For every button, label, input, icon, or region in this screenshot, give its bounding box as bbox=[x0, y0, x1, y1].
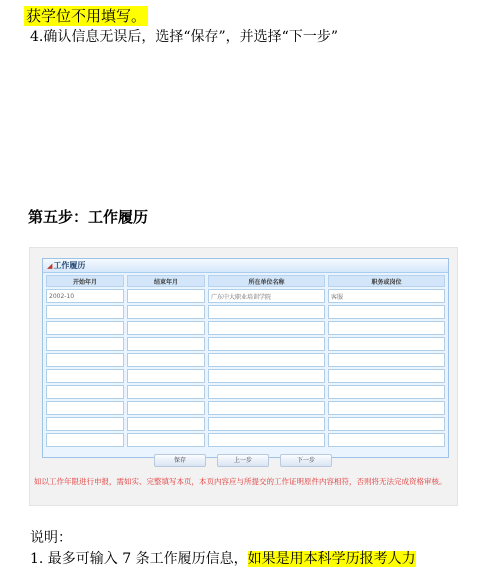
column-header: 职务或岗位 bbox=[328, 275, 445, 287]
table-cell-input[interactable] bbox=[46, 385, 124, 399]
work-history-panel bbox=[42, 258, 449, 458]
triangle-icon: ◢ bbox=[47, 262, 53, 270]
table-cell-input[interactable] bbox=[328, 337, 445, 351]
table-cell-input[interactable] bbox=[46, 417, 124, 431]
table-cell-input[interactable] bbox=[46, 305, 124, 319]
table-row bbox=[46, 321, 445, 335]
table-cell-input[interactable] bbox=[328, 369, 445, 383]
table-row bbox=[46, 417, 445, 431]
table-row bbox=[46, 385, 445, 399]
item1-highlight: 如果是用本科学历报考人力 bbox=[247, 551, 416, 567]
table-row bbox=[46, 353, 445, 367]
table-cell-input[interactable] bbox=[127, 433, 205, 447]
table-cell-input[interactable] bbox=[127, 417, 205, 431]
column-header: 结束年月 bbox=[127, 275, 205, 287]
table-cell-input[interactable] bbox=[328, 385, 445, 399]
table-cell-input[interactable] bbox=[328, 433, 445, 447]
table-row bbox=[46, 369, 445, 383]
instruction-step-4: 4.确认信息无误后，选择“保存”，并选择“下一步” bbox=[30, 29, 338, 45]
column-header: 开始年月 bbox=[46, 275, 124, 287]
table-cell-input[interactable] bbox=[208, 321, 325, 335]
table-cell-input[interactable] bbox=[208, 369, 325, 383]
table-cell-input[interactable] bbox=[208, 305, 325, 319]
table-row bbox=[46, 433, 445, 447]
table-cell-input[interactable] bbox=[208, 417, 325, 431]
table-cell-input[interactable] bbox=[127, 385, 205, 399]
panel-title-text: 工作履历 bbox=[53, 261, 86, 270]
table-cell-input[interactable] bbox=[208, 385, 325, 399]
table-cell-input[interactable] bbox=[46, 353, 124, 367]
work-history-screenshot bbox=[29, 247, 458, 506]
table-row bbox=[46, 401, 445, 415]
table-cell-input[interactable] bbox=[328, 353, 445, 367]
table-cell-input[interactable] bbox=[127, 353, 205, 367]
table-cell-input[interactable] bbox=[46, 433, 124, 447]
table-cell-input[interactable] bbox=[46, 369, 124, 383]
highlight-line-degree: 获学位不用填写。 bbox=[26, 7, 147, 25]
next-step-button[interactable]: 下一步 bbox=[280, 454, 332, 467]
table-header-row bbox=[46, 275, 445, 287]
section-heading-step5: 第五步：工作履历 bbox=[28, 208, 149, 226]
table-row bbox=[46, 305, 445, 319]
item1-text: 1. 最多可输入 7 条工作履历信息， bbox=[30, 551, 248, 567]
table-cell-input[interactable]: 2002-10 bbox=[46, 289, 124, 303]
table-cell-input[interactable] bbox=[127, 401, 205, 415]
save-button[interactable]: 保存 bbox=[154, 454, 206, 467]
table-cell-input[interactable]: 广东中大职业培训学院 bbox=[208, 289, 325, 303]
table-cell-input[interactable] bbox=[46, 401, 124, 415]
table-cell-input[interactable] bbox=[328, 401, 445, 415]
table-cell-input[interactable] bbox=[328, 417, 445, 431]
work-history-table bbox=[43, 273, 448, 449]
prev-step-button[interactable]: 上一步 bbox=[217, 454, 269, 467]
table-cell-input[interactable] bbox=[127, 337, 205, 351]
table-cell-input[interactable] bbox=[46, 337, 124, 351]
table-cell-input[interactable] bbox=[127, 305, 205, 319]
warning-note: 如以工作年限进行申报，需如实、完整填写本页，本页内容应与所提交的工作证明原件内容相符，否则将无法完成资格审核。 bbox=[34, 477, 447, 486]
explanation-label: 说明： bbox=[30, 530, 72, 546]
table-cell-input[interactable] bbox=[127, 321, 205, 335]
table-cell-input[interactable] bbox=[328, 321, 445, 335]
column-header: 所在单位名称 bbox=[208, 275, 325, 287]
table-cell-input[interactable] bbox=[46, 321, 124, 335]
table-cell-input[interactable] bbox=[208, 401, 325, 415]
table-row bbox=[46, 289, 445, 303]
table-cell-input[interactable] bbox=[328, 305, 445, 319]
explanation-item-1 bbox=[30, 549, 416, 569]
table-cell-input[interactable] bbox=[208, 337, 325, 351]
table-row bbox=[46, 337, 445, 351]
table-cell-input[interactable]: 客服 bbox=[328, 289, 445, 303]
table-cell-input[interactable] bbox=[127, 289, 205, 303]
table-cell-input[interactable] bbox=[208, 353, 325, 367]
table-cell-input[interactable] bbox=[208, 433, 325, 447]
table-cell-input[interactable] bbox=[127, 369, 205, 383]
panel-title bbox=[43, 259, 448, 273]
